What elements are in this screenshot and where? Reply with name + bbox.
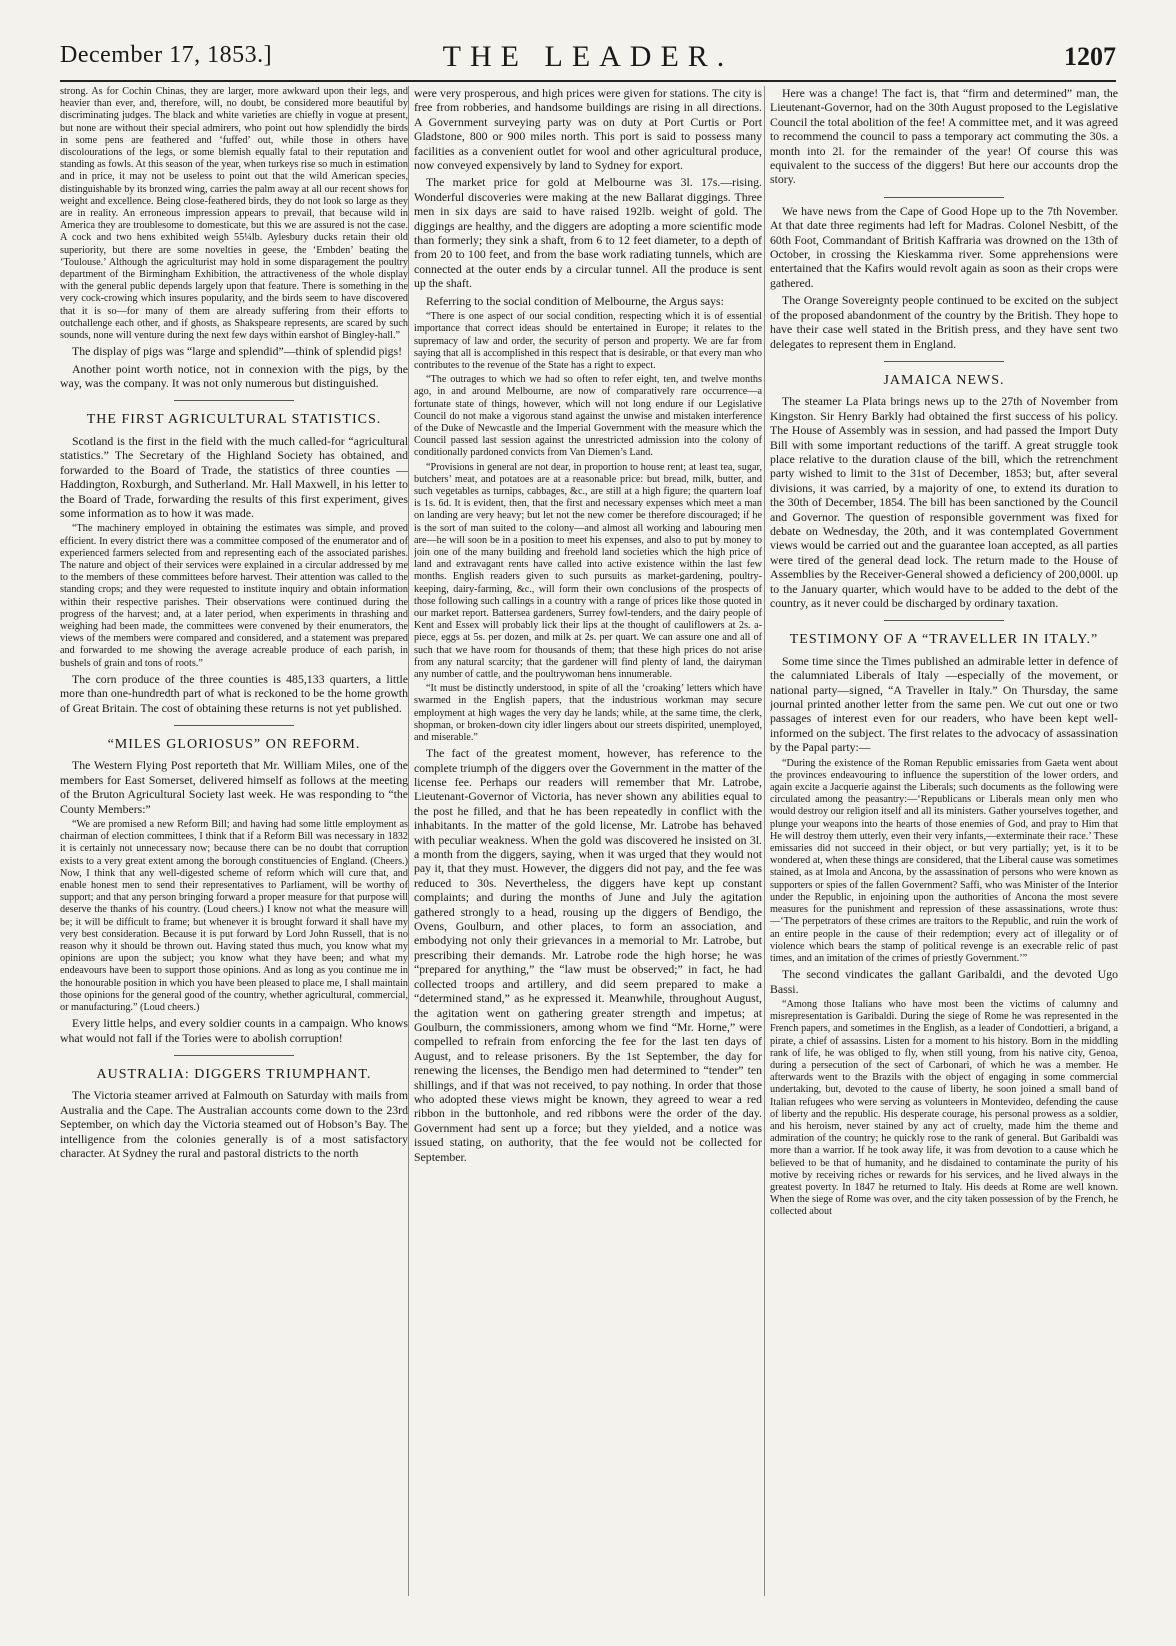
paragraph: Every little helps, and every soldier counts in a campaign. Who knows what would not fall if the Tories were to abolish corruption!	[60, 1016, 408, 1045]
paragraph: The Orange Sovereignty people continued to be excited on the subject of the proposed abandonment of the country by the British. They hope to have their case well stated in the British press, and they have sent two delegates to represent them in England.	[770, 293, 1118, 351]
masthead-rule	[60, 80, 1116, 82]
quoted-paragraph: “We are promised a new Reform Bill; and having had some little employment as chairman of election committees, I think that if a Reform Bill was necessary in 1832 it is certainly not unnecessary now; because there can be no doubt that corruption exists to a very great extent among the borough constituencies of England. (Cheers.) Now, I think that any well-digested scheme of reform which will cure that, and enable honest men to send their representatives to Parliament, will be worthy of support; and that any person bringing forward a proper measure for that purpose will deserve the thanks of his country. (Loud cheers.) I know not what the measure will be; it will be difficult to frame; but whenever it is brought forward it shall have my very best consideration. Because it is put forward by Lord John Russell, that is no reason why it should be thrown out. Having stated thus much, you know what my opinions are upon the subject; you know what they have been; and what my endeavours have been to support those opinions. And as long as you continue me in the honourable position in which you have been pleased to place me, I shall maintain those opinions for the general good of the country, whether agricultural, commercial, or manufacturing.” (Loud cheers.)	[60, 819, 408, 1014]
paragraph: Another point worth notice, not in connexion with the pigs, by the way, was the company. It was not only numerous but distinguished.	[60, 361, 408, 391]
quoted-paragraph: “The outrages to which we had so often to refer eight, ten, and twelve months ago, in and around Melbourne, are now of comparatively rare occurrence—a fortunate state of things, however, which will not long endure if our Legislative Council do not make a vigorous stand against the unwise and mistaken interference of the Duke of Newcastle and the Imperial Government with the measure which the Council passed last session against the unrestricted admission into the colony of conditionally pardoned convicts from Van Diemen’s Land.	[414, 374, 762, 459]
paragraph: Some time since the Times published an admirable letter in defence of the calumniated Liberals of Italy —especially of the movement, or national party—signed, “A Traveller in Italy.” On Thursday, the same journal printed another letter from the same pen. We cut out one or two passages of interest even for our readers, who have been kept well-informed on the subject. The first relates to the advocacy of assassination by the Papal party:—	[770, 653, 1118, 755]
article-heading: TESTIMONY OF A “TRAVELLER IN ITALY.”	[789, 632, 1099, 648]
paragraph: Referring to the social condition of Melbourne, the Argus says:	[426, 293, 724, 308]
section-rule	[174, 1055, 294, 1056]
paragraph: The fact of the greatest moment, however, has reference to the complete triumph of the diggers over the Government in the matter of the license fee. Perhaps our readers will remember that Mr. Latrobe, Lieutenant-Governor of Victoria, has never shown any abilities equal to the post he filled, and that he has been repeatedly in conflict with the inhabitants. In the matter of the gold license, Mr. Latrobe has behaved with peculiar weakness. When the gold was discovered he insisted on 3l. a month from the diggers, saying, when it was urged that they would not pay it, that they must. However, the diggers did not pay, and the fee was reduced to 30s. Nevertheless, the diggers have kept up constant complaints; and during the months of June and July the agitation gathered strongly to a head, rousing up the diggers of Bendigo, the Ovens, Goulburn, and other places, to form an association, and embodying not only their grievances in a memorial to Mr. Latrobe, but prescribing their demands. Mr. Latrobe rode the high horse; he was “prepared for anything,” the “law must be observed;” in fact, he had collected troops and artillery, and did seem prepared to make a “determined stand,” as he expressed it. Meanwhile, throughout August, the agitation went on gathering greater strength and impetus; at Goulburn, the commissioners, among whom we find “Mr. Horne,” were compelled to refrain from enforcing the fee for the last ten days of August, and to release prisoners. By the 1st September, the day for renewing the licenses, the Bendigo men had determined to “tender” ten shillings, and if that was not received, to pay nothing. In order that those who adopted these views might be known, they agreed to wear a red ribbon in the buttonhole, and red ribbons were the order of the day. Government had sent up a force; but they yielded, and a notice was issued stating, on authority, that the fee would not be collected for September.	[414, 746, 762, 1164]
column-rule	[408, 86, 409, 1596]
paragraph: Here was a change! The fact is, that “firm and determined” man, the Lieutenant-Governor, had on the 30th August proposed to the Legislative Council the total abolition of the fee! A committee met, and it was agreed to recommend the council to pass a temporary act commuting the 30s. a month into 2l. for the remainder of the year! Of course this was equivalent to the success of the diggers! But here our accounts drop the story.	[770, 86, 1118, 187]
article-heading: “MILES GLORIOSUS” ON REFORM.	[107, 736, 361, 752]
newspaper-title: THE LEADER.	[442, 40, 734, 73]
column-1	[60, 86, 408, 1626]
paragraph: The corn produce of the three counties is 485,133 quarters, a little more than one-hundredth part of what is reckoned to be the home growth of Great Britain. The cost of obtaining these returns is not yet published.	[60, 671, 408, 715]
section-rule	[174, 725, 294, 726]
paragraph: The display of pigs was “large and splendid”—think of splendid pigs!	[72, 344, 403, 359]
column-2	[414, 86, 762, 1626]
section-rule	[884, 620, 1004, 621]
paragraph: The Victoria steamer arrived at Falmouth on Saturday with mails from Australia and the Cape. The Australian accounts come down to the 23rd September, on which day the Victoria steamed out of Hobson’s Bay. The intelligence from the colonies generally is of a most satisfactory character. At Sydney the rural and pastoral districts to the north	[60, 1088, 408, 1161]
page-number: 1207	[1064, 42, 1116, 71]
quoted-paragraph: “There is one aspect of our social condition, respecting which it is of essential importance that correct ideas should be entertained in Europe; it relates to the supremacy of law and order, the security of person and property. We are far from saying that all is accomplished in this respect that is desirable, or that every man who contributes to the revenue of the State has a right to expect.	[414, 311, 762, 371]
section-rule	[174, 400, 294, 401]
paragraph: The Western Flying Post reporteth that Mr. William Miles, one of the members for East Somerset, delivered himself as follows at the meeting of the Bruton Agricultural Society last week. He was responding to “the County Members:”	[60, 758, 408, 816]
masthead	[60, 42, 1116, 74]
paragraph: The steamer La Plata brings news up to the 27th of November from Kingston. Sir Henry Barkly had obtained the first success of his policy. The House of Assembly was in session, and had passed the Import Duty Bill with some important reductions of the tariff. A great struggle took place relative to the duration clause of the bill, which the retrenchment party wished to limit to the 31st of December, 1853; but, after several divisions, it was carried, by a majority of one, to extend its duration to the 30th of December, 1854. The bill has been sanctioned by the Council and Governor. The question of responsible government was fixed for debate on Wednesday, the 20th, and it was contemplated Government views would be carried out and the guarantee loan accepted, as all parties were tired of the general dead lock. The return made to the House of Assemblies by the Receiver-General showed a deficiency of 200,000l. up to the January quarter, which would have to be added to the debt of the country, as it never could be discharged by ordinary taxation.	[770, 394, 1118, 610]
column-3	[770, 86, 1118, 1626]
quoted-paragraph: “During the existence of the Roman Republic emissaries from Gaeta went about the provinces endeavouring to influence the superstition of the lower orders, and again excite a Jacquerie against the Liberals; such documents as the following were circulated among the peasantry:—‘Republicans or Liberals mean only men who would destroy our religion itself and all its ministers. Gather yourselves together, and plunge your weapons into the hearts of those enemies of God, and pray to Him that He will destroy them utterly, even their very infants,—exterminate their race.’ These emissaries did not succeed in their object, or but very partially; yet, is it to be wondered at, when these things are considered, that the Liberal cause was sometimes stained, as at Imola and Ancona, by the assassination of persons who were known as supporters or spies of the fallen Government? Saffi, who was Minister of the Interior under the Republic, in enjoining upon the authorities of Ancona the most severe measures for the punishment and repression of these assassinations, wrote thus:—‘The perpetrators of these crimes are traitors to the Republic, and ruin the work of an entire people in the cause of their redemption; every act of illegality or of violence which bears the stamp of political revenge is an execrable relic of past times, and an imitation of the crimes of priestly Government.’”	[770, 757, 1118, 964]
paragraph: strong. As for Cochin Chinas, they are larger, more awkward upon their legs, and heavier than ever, and, therefore, will, no doubt, be considered more beautiful by discriminating judges. The black and white varieties are chiefly in vogue at present, but none are without their special admirers, who point out how splendidly the birds in some pens are feathered and ‘fuffed’ out, while those in others have discolourations of the legs, or some blemish equally fatal to their reputation and standing as fowls. At this season of the year, when turkeys rise so much in estimation and in price, it may not be useless to point out that the wild American species, distinguishable by its bronzed wing, carries the palm away at all our recent shows for weight and excellence. Being close-feathered birds, they do not look so large as they are in reality. An erroneous impression appears to prevail, that because wild in America they are troublesome to domesticate, but this we are assured is not the case. A cock and two hens exhibited weigh 55¼lb. Aylesbury ducks retain their old superiority, but there are some novelties in geese, the ‘Embden’ beating the ‘Toulouse.’ Although the agriculturist may hold in some disparagement the poultry department of the Birmingham Exhibition, the attractiveness of the whole display with the general public depends largely upon that feature. There is something in the very cock-crowing which insures popularity, and the birds seem to have discovered that it is so—for many of them are already suffering from their efforts to outchallenge each other, and if ghosts, as Shakspeare represents, are scared by such sounds, none will venture during the next few days within earshot of Bingley-hall.”	[60, 86, 408, 342]
paragraph: The market price for gold at Melbourne was 3l. 17s.—rising. Wonderful discoveries were making at the new Ballarat diggings. Three men in six days are said to have raised 192lb. weight of gold. The diggings are healthy, and the diggers are adopting a more scientific mode than formerly; they sink a shaft, from 6 to 12 feet diameter, to a depth of from 20 to 100 feet, and from the base work radiating tunnels, which are connected at the outer ends by a circular tunnel. All the produce is sent up the shaft.	[414, 175, 762, 291]
article-heading: JAMAICA NEWS.	[883, 372, 1005, 388]
quoted-paragraph: “Among those Italians who have most been the victims of calumny and misrepresentation is Garibaldi. During the siege of Rome he was represented in the French papers, and sometimes in the English, as a leader of Condottieri, a brigand, a pirate, a chief of assassins. Listen for a moment to his history. Born in the middling rank of life, he was obliged to fly, when still young, from his native city, Genoa, during a persecution of the sect of Carbonari, of which he was a member. He afterwards went to the Brazils with the object of engaging in some commercial undertaking, but, devoted to the cause of liberty, he soon joined a small band of Italian refugees who were serving as volunteers in Montevideo, defending the cause of liberty and the republic. His desperate courage, his personal prowess as a soldier, and his heroism, never stained by any act of cruelty, made him the theme and admiration of the country; he quickly rose to the rank of general. But Garibaldi was more than a warrior. If he took away life, it was from devotion to a cause which he believed to be that of humanity, and he disdained to contaminate the purity of his motive by receiving riches or rewards for his services, and he lived always in the greatest poverty. In 1847 he returned to Italy. His deeds at Rome are well known. When the siege of Rome was over, and the city taken possession of by the French, he collected about	[770, 998, 1118, 1218]
article-heading: THE FIRST AGRICULTURAL STATISTICS.	[86, 412, 382, 428]
column-rule	[764, 86, 765, 1596]
paragraph: were very prosperous, and high prices were given for stations. The city is free from robberies, and handsome buildings are rising in all directions. A Government surveying party was on duty at Port Curtis or Port Gladstone, 800 or 900 miles north. This port is said to possess many facilities as a convenient outlet for wool and other agricultural produce, now conveyed expensively by land to Sydney for export.	[414, 86, 762, 173]
quoted-paragraph: “The machinery employed in obtaining the estimates was simple, and proved efficient. In every district there was a committee composed of the enumerator and of experienced farmers selected from and representing each of the associated parishes. The nature and object of their services were explained in a circular addressed by me to the members of these committees before harvest. Their attention was called to the standing crops; and they were requested to institute inquiry and obtain information within their respective parishes. Their observations were continued during the progress of the harvest; and, at a later period, when experiments in thrashing and weighing had been made, the committees were convened by their enumerators, the views of the members were compared and considered, and a statement was prepared and forwarded to me showing the average acreable produce of each parish, in bushels of grain and tons of roots.”	[60, 523, 408, 669]
article-heading: AUSTRALIA: DIGGERS TRIUMPHANT.	[96, 1067, 372, 1083]
paragraph: The second vindicates the gallant Garibaldi, and the devoted Ugo Bassi.	[770, 967, 1118, 996]
issue-date: December 17, 1853.]	[60, 42, 273, 68]
paragraph: We have news from the Cape of Good Hope up to the 7th November. At that date three regiments had left for Madras. Colonel Nesbitt, of the 60th Foot, Commandant of British Kaffraria was drowned on the 13th of October, in crossing the Kieskamma river. Some apprehensions were entertained that the Kafirs would revolt again as soon as their crops were gathered.	[770, 203, 1118, 290]
quoted-paragraph: “Provisions in general are not dear, in proportion to house rent; at least tea, sugar, butchers’ meat, and potatoes are at a reasonable price: but bread, milk, butter, and such vegetables as turnips, cabbages, &c., are still at a high figure; the quartern loaf is 1s. 6d. It is evident, then, that the first and necessary expenses which meet a man on landing are very heavy; but let not the new comer be therefore discouraged; if he is the sort of man suited to the colony—and almost all working and labouring men are—he will soon be in a position to meet his expenses, and also to put by money to join one of the many building and freehold land societies which the high price of land and extravagant rents have called into active existence within the last few months. English readers given to such pursuits as market-gardening, poultry-keeping, dairy-farming, &c., will form their own conclusions of the prospects of those following such callings in a country with a range of prices like those quoted in our market report. Battersea gardeners, Surrey fowl-tenders, and the dairy people of Kent and Essex will probably lick their lips at the thought of cauliflowers at 2s. a-piece, eggs at 5s. per dozen, and milk at 2s. per quart. We can assure one and all of such that we have room for thousands of them; that these high prices do not arise from any natural scarcity; that the gardener will find plenty of land, the dairyman any number of cattle, and the poultrywoman hens innumerable.	[414, 461, 762, 680]
section-rule	[884, 361, 1004, 362]
paragraph: Scotland is the first in the field with the much called-for “agricultural statistics.” The Secretary of the Highland Society has obtained, and forwarded to the Board of Trade, the statistics of three counties —Haddington, Roxburgh, and Sutherland. Mr. Hall Maxwell, in his letter to the Board of Trade, forwarding the results of this first experiment, gives some information as to how it was made.	[60, 433, 408, 520]
section-rule	[884, 197, 1004, 198]
quoted-paragraph: “It must be distinctly understood, in spite of all the ‘croaking’ letters which have swarmed in the English papers, that the industrious workman may secure employment at high wages the very day he lands; while, at the same time, the clerk, shopman, or broken-down city idler lingers about our streets dispirited, unemployed, and miserable.”	[414, 683, 762, 743]
